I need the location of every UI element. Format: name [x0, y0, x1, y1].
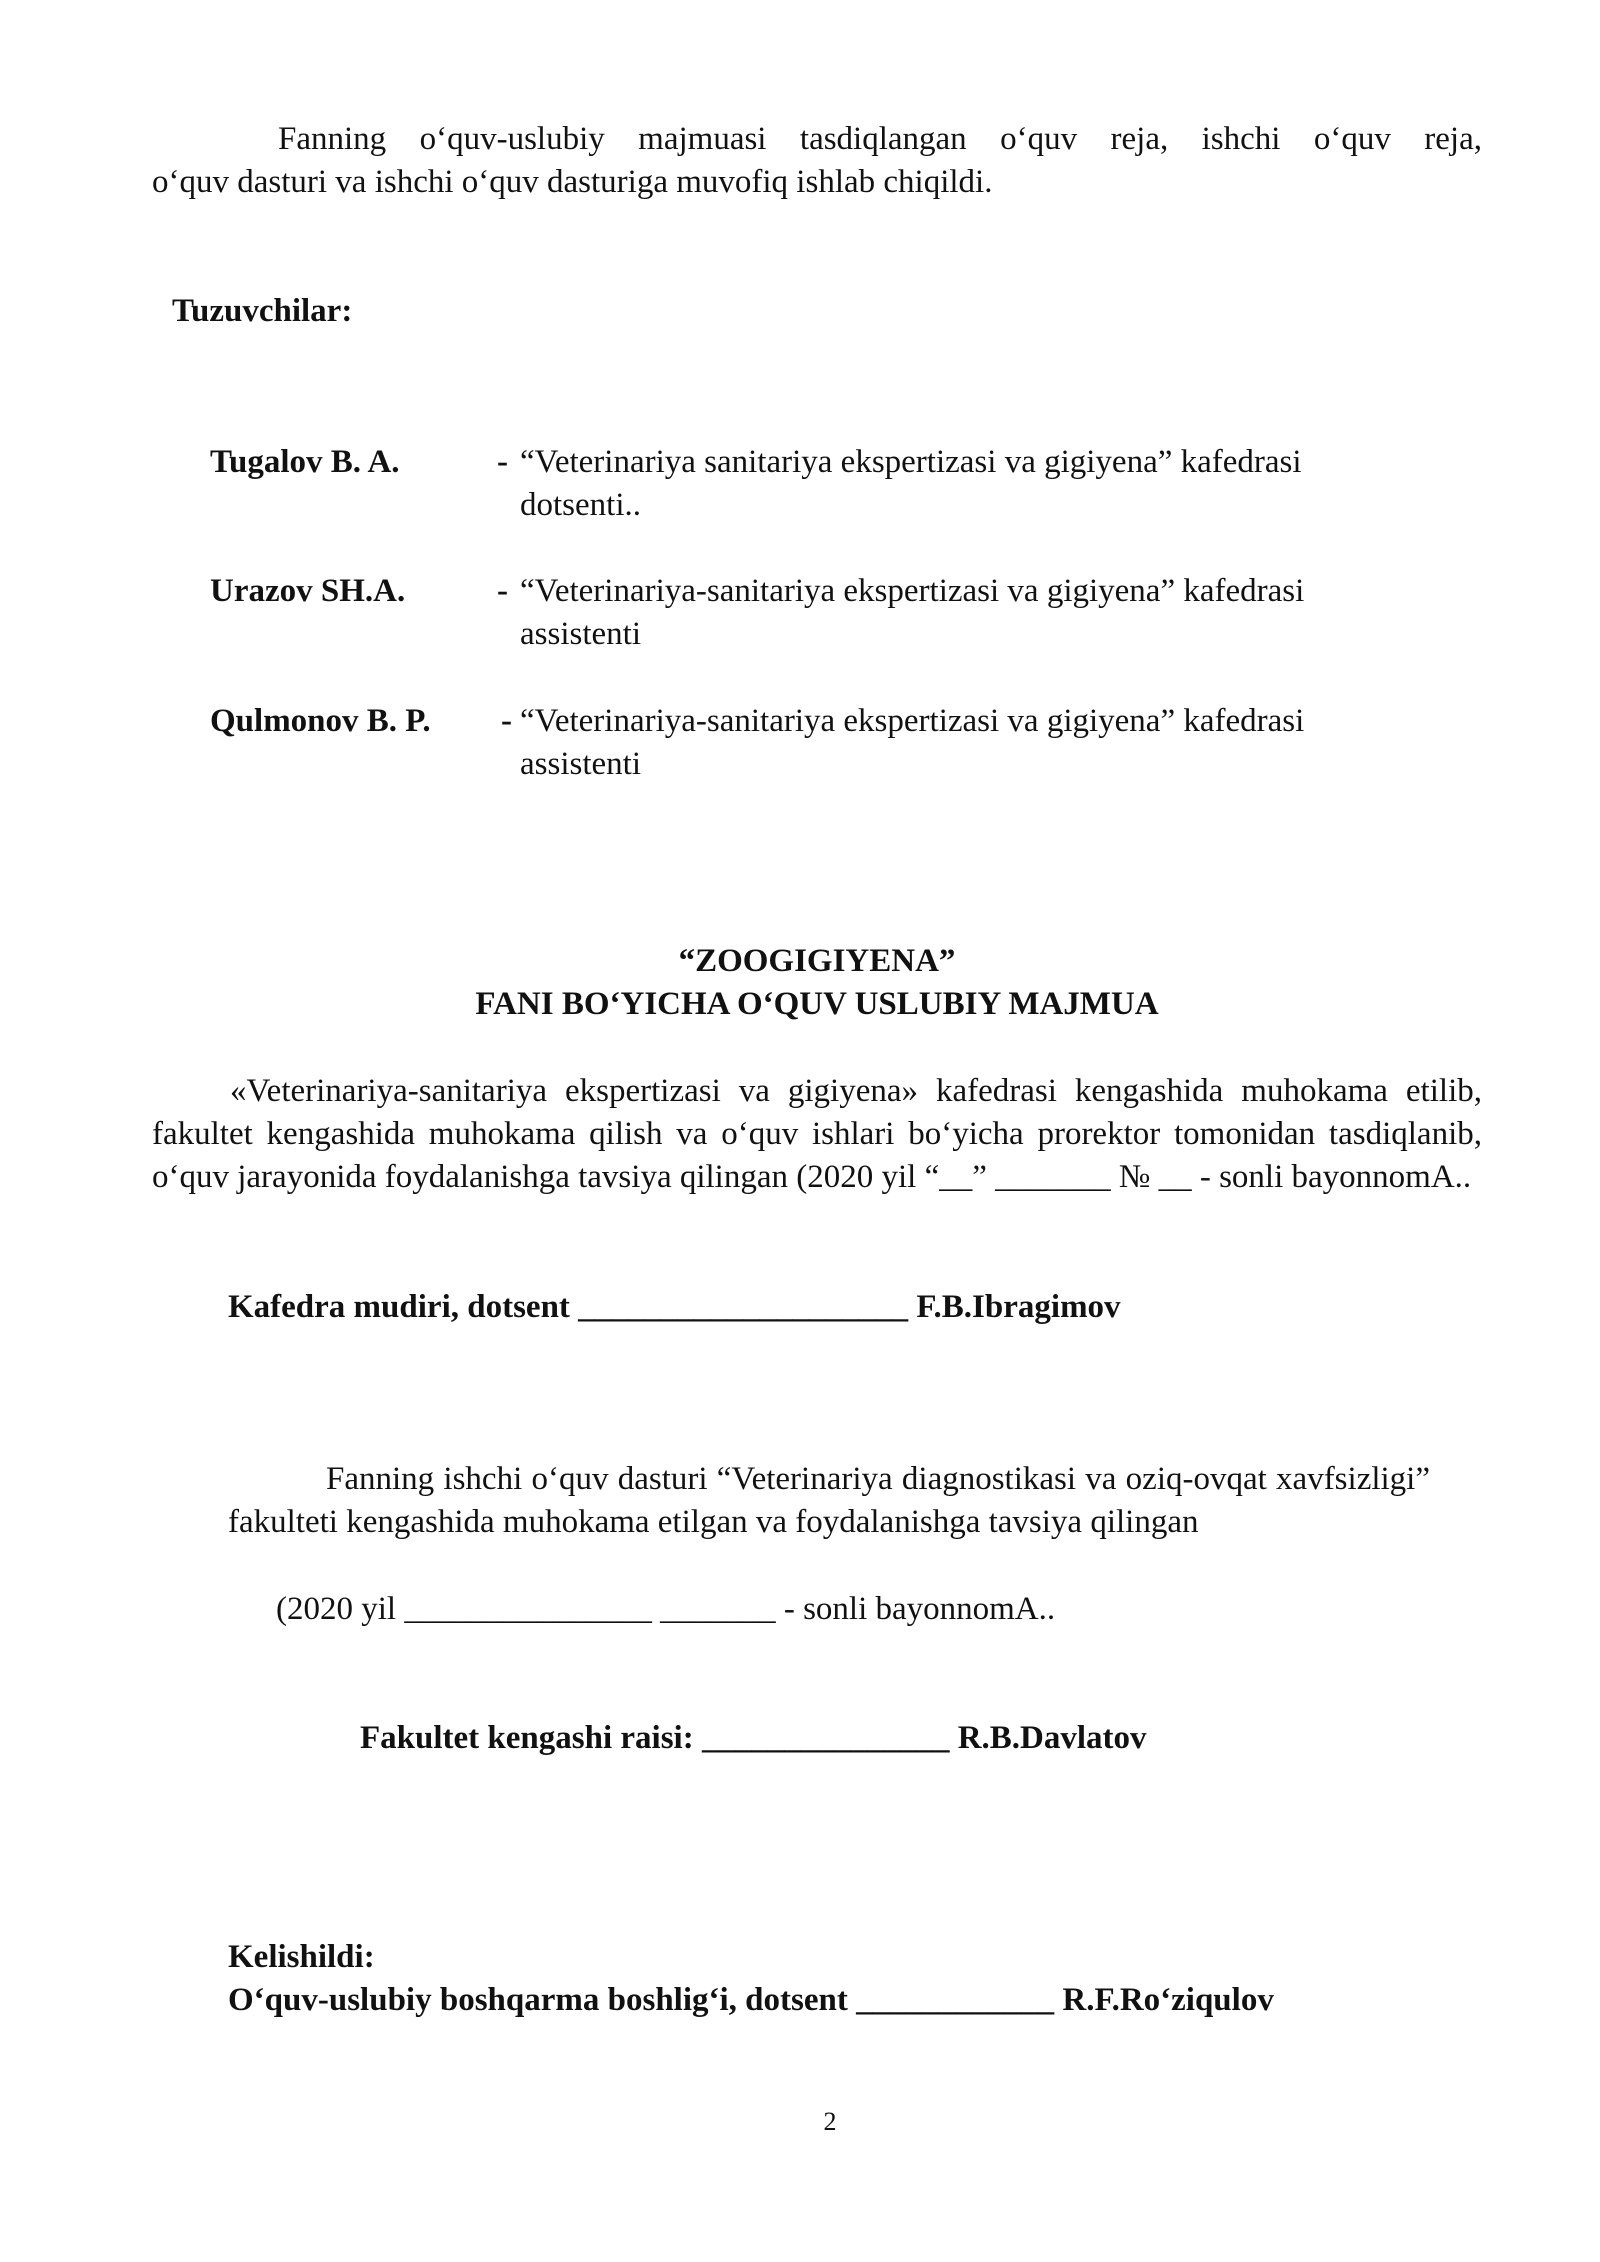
author-role-line-2: dotsenti..	[520, 487, 641, 523]
author-role	[520, 570, 1420, 656]
intro-paragraph	[152, 118, 1482, 204]
title-line-1: “ZOOGIGIYENA”	[678, 943, 956, 979]
author-name: Qulmonov B. P.	[210, 703, 431, 739]
agreement-signature-blank: ____________	[856, 1982, 1055, 2018]
department-approval-paragraph	[152, 1070, 1482, 1199]
author-name: Tugalov B. A.	[210, 444, 400, 480]
head-signature-label: Kafedra mudiri, dotsent	[228, 1289, 570, 1325]
author-role-line-1: “Veterinariya-sanitariya ekspertizasi va gigiyena” kafedrasi	[520, 573, 1305, 609]
author-role	[520, 700, 1420, 786]
author-dash: -	[497, 573, 508, 609]
faculty-approval-text: Fanning ishchi o‘quv dasturi “Veterinariya diagnostikasi va oziq-ovqat xavfsizligi” fakulteti kengashida muhokama etilgan va foydalanishga tavsiya qilingan	[228, 1461, 1430, 1540]
intro-line-2: o‘quv dasturi va ishchi o‘quv dasturiga muvofiq ishlab chiqildi.	[152, 164, 993, 200]
author-role-line-2: assistenti	[520, 616, 641, 652]
page-number: 2	[823, 2107, 837, 2136]
agreement-heading: Kelishildi:	[228, 1939, 375, 1975]
dean-signature-name: R.B.Davlatov	[957, 1720, 1147, 1756]
faculty-approval-date: (2020 yil _______________ _______ - sonli bayonnomA..	[276, 1591, 1056, 1627]
faculty-approval-paragraph	[228, 1458, 1430, 1544]
agreement-signature-line	[228, 1979, 1274, 2022]
dean-signature-label: Fakultet kengashi raisi:	[360, 1720, 694, 1756]
author-role-line-1: “Veterinariya sanitariya ekspertizasi va gigiyena” kafedrasi	[520, 444, 1302, 480]
agreement-signature-name: R.F.Ro‘ziqulov	[1062, 1982, 1274, 2018]
author-role-line-1: “Veterinariya-sanitariya ekspertizasi va gigiyena” kafedrasi	[520, 703, 1305, 739]
intro-line-1: Fanning o‘quv-uslubiy majmuasi tasdiqlangan o‘quv reja, ishchi o‘quv reja,	[278, 121, 1482, 157]
dean-signature-line	[360, 1717, 1147, 1760]
title-line-2: FANI BO‘YICHA O‘QUV USLUBIY MAJMUA	[475, 986, 1159, 1022]
author-role	[520, 441, 1420, 527]
head-signature-line	[228, 1286, 1121, 1329]
department-approval-text: «Veterinariya-sanitariya ekspertizasi va gigiyena» kafedrasi kengashida muhokama etilib, fakultet kengashida muhokama qilish va o‘quv ishlari bo‘yicha prorektor tomonidan tasdiqlanib, o‘quv jarayonida foydalanishga tavsiya qilingan (2020 yil “__” _______ № __ - sonli bayonnomA..	[152, 1073, 1482, 1195]
author-dash: -	[497, 444, 508, 480]
document-title	[152, 940, 1482, 1026]
compilers-heading: Tuzuvchilar:	[172, 293, 353, 329]
author-dash: -	[501, 703, 512, 739]
author-name: Urazov SH.A.	[210, 573, 406, 609]
head-signature-name: F.B.Ibragimov	[916, 1289, 1121, 1325]
author-role-line-2: assistenti	[520, 746, 641, 782]
head-signature-blank: ____________________	[578, 1289, 909, 1325]
dean-signature-blank: _______________	[701, 1720, 950, 1756]
agreement-signature-label: O‘quv-uslubiy boshqarma boshlig‘i, dotsent	[228, 1982, 848, 2018]
